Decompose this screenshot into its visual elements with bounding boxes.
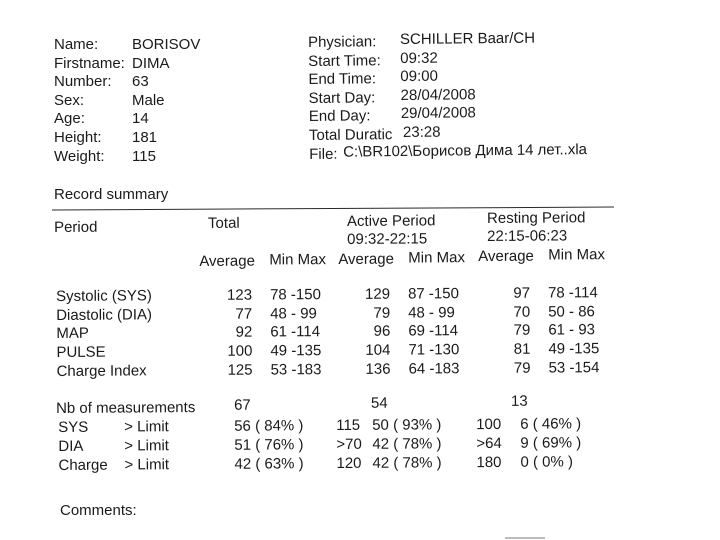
- total-minmax: 53 -183: [270, 361, 322, 379]
- start-day-label: Start Day:: [308, 89, 376, 107]
- resting-period-range: 22:15-06:23: [487, 227, 568, 245]
- sex-label: Sex:: [54, 92, 85, 109]
- meas-active: 50 ( 93% ): [372, 416, 442, 434]
- age-value: 14: [132, 110, 149, 127]
- meas-total: 42 ( 63% ): [234, 455, 304, 473]
- total-duration-value: 23:28: [402, 123, 441, 142]
- total-minmax: 78 -150: [269, 286, 321, 304]
- meas-total: 56 ( 84% ): [234, 417, 304, 435]
- total-average: 123: [226, 286, 253, 304]
- measurements-label: Nb of measurements: [56, 399, 196, 417]
- resting-average: 70: [513, 303, 531, 321]
- end-time-value: 09:00: [400, 67, 439, 86]
- meas-label: DIA: [58, 437, 84, 455]
- physician-value: SCHILLER Baar/CH: [399, 29, 536, 49]
- resting-average: 79: [513, 359, 531, 377]
- active-avg-header: Average: [338, 250, 394, 269]
- active-minmax: 87 -150: [407, 285, 459, 303]
- meas-resting-limit: 100: [476, 415, 502, 434]
- meas-active-limit: 120: [336, 454, 362, 473]
- start-day-value: 28/04/2008: [400, 86, 476, 105]
- resting-minmax: 61 - 93: [548, 321, 596, 339]
- total-minmax: 61 -114: [270, 323, 321, 341]
- meas-resting-limit: >64: [476, 434, 502, 453]
- height-value: 181: [132, 129, 158, 146]
- meas-active: 42 ( 78% ): [372, 435, 442, 453]
- meas-label: Charge: [58, 456, 108, 474]
- weight-value: 115: [132, 148, 156, 165]
- name-value: BORISOV: [132, 36, 201, 53]
- height-label: Height:: [54, 129, 102, 146]
- summary-title: Record summary: [54, 186, 169, 203]
- meas-condition: > Limit: [124, 418, 169, 436]
- resting-average: 81: [513, 340, 531, 358]
- number-value: 63: [132, 73, 149, 90]
- meas-active-limit: >70: [336, 435, 362, 454]
- file-value: C:\BR102\Борисов Дима 14 лет..xla: [343, 141, 588, 161]
- firstname-label: Firstname:: [54, 55, 125, 72]
- active-minmax: 69 -114: [408, 322, 459, 340]
- meas-condition: > Limit: [124, 437, 169, 455]
- physician-label: Physician:: [307, 33, 377, 51]
- total-header: Total: [207, 214, 240, 232]
- meas-resting-limit: 180: [476, 453, 502, 472]
- total-duration-label: Total Duratic: [308, 126, 393, 144]
- resting-minmax: 53 -154: [548, 359, 600, 377]
- number-label: Number:: [54, 73, 112, 90]
- measurements-total: 67: [233, 396, 251, 414]
- active-minmax: 64 -183: [408, 360, 460, 378]
- meas-resting: 6 ( 46% ): [520, 415, 582, 433]
- active-period-header: Active Period: [346, 212, 436, 230]
- end-day-label: End Day:: [308, 107, 371, 125]
- scan-mark: [505, 537, 545, 539]
- total-avg-header: Average: [199, 252, 255, 270]
- age-label: Age:: [54, 110, 85, 127]
- comments-label: Comments:: [60, 502, 137, 519]
- total-average: 77: [235, 305, 253, 323]
- resting-minmax: 50 - 86: [548, 303, 595, 321]
- row-label: Systolic (SYS): [55, 287, 152, 305]
- total-minmax: 49 -135: [270, 342, 322, 360]
- sex-value: Male: [132, 92, 165, 109]
- measurements-active: 54: [370, 394, 388, 412]
- end-time-label: End Time:: [308, 70, 377, 88]
- total-average: 92: [235, 323, 253, 341]
- meas-label: SYS: [58, 418, 89, 436]
- meas-total: 51 ( 76% ): [234, 436, 304, 454]
- start-time-label: Start Time:: [308, 52, 381, 70]
- active-average: 96: [373, 322, 391, 340]
- period-header: Period: [53, 218, 98, 236]
- resting-minmax-header: Min Max: [548, 246, 606, 264]
- active-average: 104: [365, 341, 391, 359]
- meas-resting: 9 ( 69% ): [520, 434, 582, 452]
- resting-average: 79: [513, 321, 531, 339]
- resting-minmax: 78 -114: [547, 284, 598, 302]
- row-label: Diastolic (DIA): [56, 306, 153, 324]
- file-label: File:: [309, 145, 338, 163]
- total-average: 125: [227, 361, 253, 379]
- total-average: 100: [227, 342, 253, 360]
- resting-minmax: 49 -135: [548, 340, 600, 358]
- row-label: PULSE: [56, 343, 106, 361]
- active-average: 136: [365, 360, 391, 378]
- row-label: Charge Index: [56, 362, 147, 380]
- resting-average: 97: [513, 284, 531, 302]
- meas-condition: > Limit: [124, 456, 170, 474]
- measurements-resting: 13: [510, 392, 528, 410]
- active-minmax-header: Min Max: [408, 249, 466, 267]
- active-minmax: 48 - 99: [408, 304, 455, 322]
- meas-active-limit: 115: [336, 416, 361, 435]
- start-time-value: 09:32: [400, 49, 438, 68]
- firstname-value: DIMA: [132, 55, 170, 72]
- total-minmax-header: Min Max: [269, 251, 327, 269]
- meas-active: 42 ( 78% ): [372, 454, 442, 472]
- resting-period-header: Resting Period: [486, 209, 586, 227]
- name-label: Name:: [54, 36, 99, 53]
- resting-avg-header: Average: [478, 247, 534, 266]
- row-label: MAP: [56, 324, 89, 342]
- active-average: 79: [373, 304, 391, 322]
- active-minmax: 71 -130: [408, 341, 460, 359]
- meas-resting: 0 ( 0% ): [520, 453, 574, 471]
- active-period-range: 09:32-22:15: [347, 230, 428, 248]
- active-average: 129: [364, 285, 391, 303]
- total-minmax: 48 - 99: [270, 305, 317, 323]
- end-day-value: 29/04/2008: [400, 104, 476, 123]
- weight-label: Weight:: [54, 148, 105, 165]
